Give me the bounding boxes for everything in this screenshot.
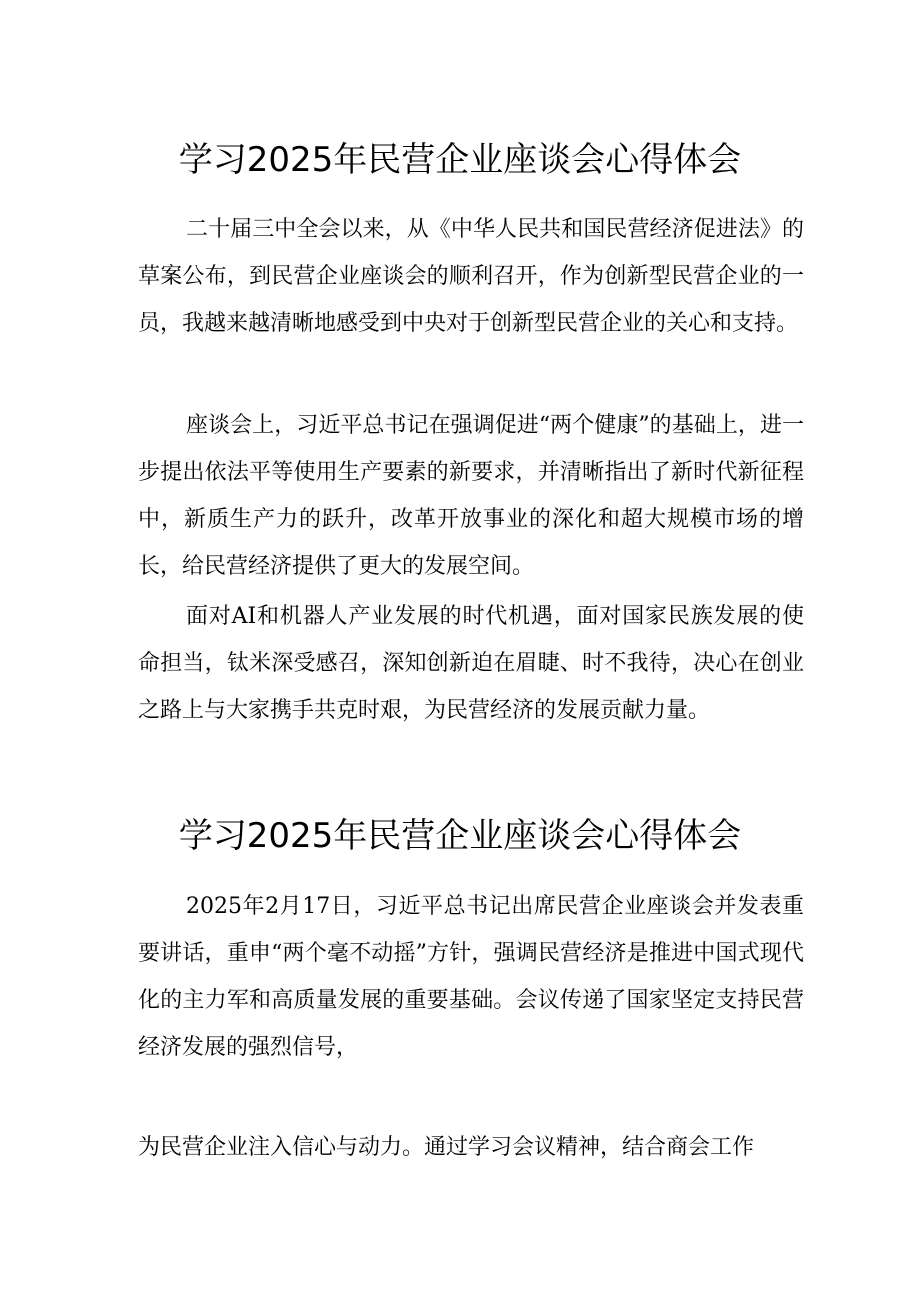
paragraph-2: 座谈会上，习近平总书记在强调促进“两个健康”的基础上，进一步提出依法平等使用生产要素的新要求，并清晰指出了新时代新征程中，新质生产力的跃升，改革开放事业的深化和超大规模市场的增长，给民营经济提供了更大的发展空间。 bbox=[138, 413, 804, 579]
paragraph-5: 为民营企业注入信心与动力。通过学习会议精神，结合商会工作 bbox=[138, 1135, 755, 1160]
paragraph-3: 面对AI和机器人产业发展的时代机遇，面对国家民族发展的使命担当，钛米深受感召，深知创新迫在眉睫、时不我待，决心在创业之路上与大家携手共克时艰，为民营经济的发展贡献力量。 bbox=[138, 604, 804, 723]
second-document-title: 学习2025年民营企业座谈会心得体会 bbox=[178, 815, 742, 856]
paragraph-4: 2025年2月17日，习近平总书记出席民营企业座谈会并发表重要讲话，重申“两个毫不动摇”方针，强调民营经济是推进中国式现代化的主力军和高质量发展的重要基础。会议传递了国家坚定支持民营经济发展的强烈信号， bbox=[138, 894, 804, 1060]
document-title: 学习2025年民营企业座谈会心得体会 bbox=[178, 139, 742, 180]
paragraph-1: 二十届三中全会以来，从《中华人民共和国民营经济促进法》的草案公布，到民营企业座谈会的顺利召开，作为创新型民营企业的一员，我越来越清晰地感受到中央对于创新型民营企业的关心和支持。 bbox=[138, 217, 804, 336]
